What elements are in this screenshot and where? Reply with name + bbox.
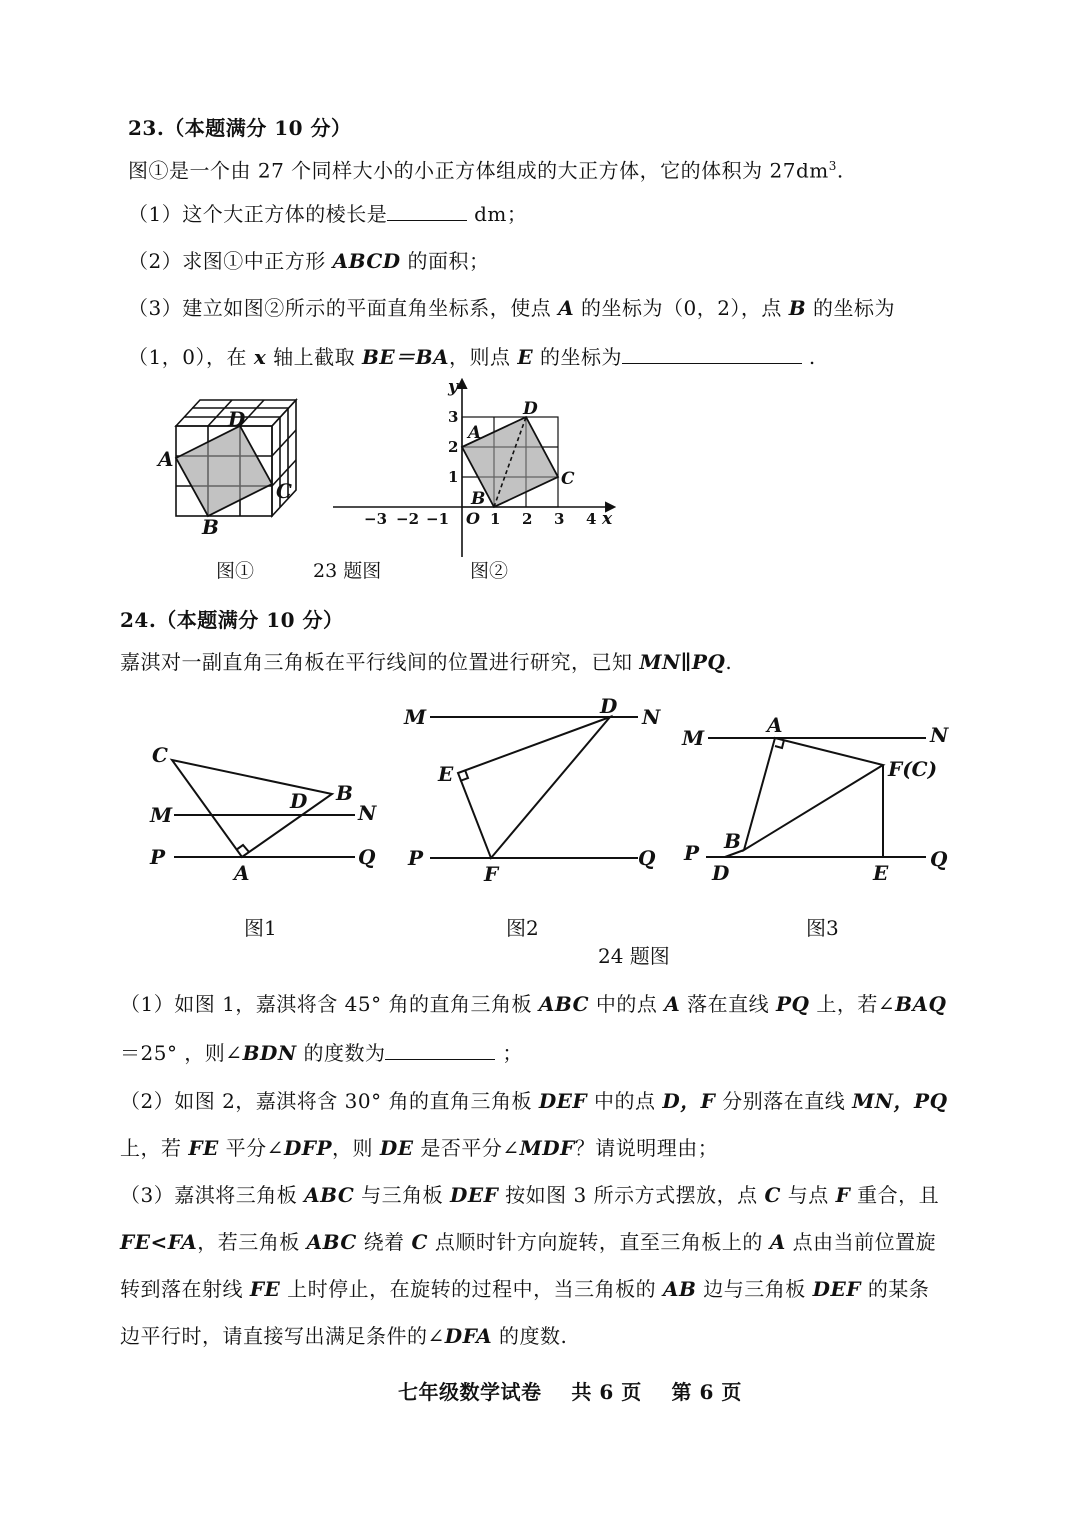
- fig1-caption: 图①: [216, 560, 255, 582]
- q24-p1-BAQ: BAQ: [895, 992, 947, 1016]
- q24-part1-line1: [120, 990, 946, 1018]
- q24-part1-line2: [120, 1039, 523, 1067]
- answer-blank[interactable]: [385, 1039, 495, 1060]
- q24-p3-t9: 点由当前位置旋: [785, 1230, 937, 1254]
- q24-p1-t2: 中的点: [589, 992, 665, 1016]
- q24-p2-FE: FE: [188, 1136, 219, 1160]
- q24-p3-DFA: DFA: [444, 1324, 493, 1348]
- q24-p3-t8: 点顺时针方向旋转，直至三角板上的: [427, 1230, 770, 1254]
- q24-p3-t15: 的度数.: [492, 1324, 568, 1348]
- q24-p3-t2: 与三角板: [354, 1183, 451, 1207]
- tick-x-1: 1: [490, 510, 501, 528]
- q24-p3-t12: 边与三角板: [696, 1277, 813, 1301]
- q23-part3-t4: （1，0），在: [128, 345, 254, 369]
- q24-p1-t1: （1）如图 1，嘉淇将含 45° 角的直角三角板: [120, 992, 539, 1016]
- q24-p3-A: A: [769, 1230, 786, 1254]
- fig2-label-F: F: [484, 862, 499, 886]
- fig1-label-M: M: [150, 803, 173, 827]
- q23-part1-unit: dm；: [467, 202, 528, 226]
- q24-p3-t4: 与点: [780, 1183, 836, 1207]
- fig2-label-D: D: [600, 695, 618, 718]
- q24-part2-line1: [120, 1087, 948, 1115]
- fig3-label-B: B: [724, 829, 741, 853]
- q24-p1-t4: 上，若∠: [809, 992, 896, 1016]
- plane-label-A: A: [468, 423, 482, 443]
- q24-intro-mnpq: MN∥PQ: [639, 650, 726, 674]
- q23-part1-text: （1）这个大正方体的棱长是: [128, 202, 388, 226]
- fig1-label-D: D: [290, 789, 308, 813]
- q24-p3-C2: C: [411, 1230, 428, 1254]
- q23-intro-text: 图①是一个由 27 个同样大小的小正方体组成的大正方体，它的体积为 27dm: [128, 158, 829, 183]
- q24-p1-t3: 落在直线: [680, 992, 777, 1016]
- q24-p3-FE: FE: [249, 1277, 281, 1301]
- fig1-label-P: P: [150, 845, 166, 869]
- coordinate-figure: [328, 372, 628, 562]
- q23-part3-t3: 的坐标为: [806, 296, 896, 320]
- q24-p3-F: F: [835, 1183, 851, 1207]
- q24-intro-text: 嘉淇对一副直角三角板在平行线间的位置进行研究，已知: [120, 650, 640, 674]
- q24-p2-DFP: DFP: [283, 1136, 333, 1160]
- fig2-caption: 图②: [470, 560, 509, 582]
- q24-p2-t6: ，则: [332, 1136, 380, 1160]
- q23-figure-title: 23 题图: [313, 560, 382, 582]
- q23-part3-t6: ，则点: [449, 345, 518, 369]
- plane-label-C: C: [561, 469, 575, 489]
- q24-p3-DEF2: DEF: [812, 1277, 861, 1301]
- cube-label-C: C: [276, 479, 292, 503]
- q24-header: 24.（本题满分 10 分）: [120, 608, 344, 632]
- tick-x-m2: −2: [396, 510, 420, 528]
- q23-part3-B: B: [788, 296, 807, 320]
- q24-p2-MDF: MDF: [519, 1136, 575, 1160]
- q24-p3-t14: 边平行时，请直接写出满足条件的∠: [120, 1324, 445, 1348]
- fig3-label-E: E: [873, 861, 889, 885]
- page-footer: 七年级数学试卷 共 6 页 第 6 页: [398, 1380, 742, 1404]
- q23-part2-abcd: ABCD: [332, 249, 401, 273]
- q24-p2-t7: 是否平分∠: [413, 1136, 520, 1160]
- fig3-label-D: D: [712, 861, 730, 885]
- cube-figure: [150, 390, 320, 540]
- q24-p2-t1: （2）如图 2，嘉淇将含 30° 角的直角三角板: [120, 1089, 539, 1113]
- q24-p3-t10: 转到落在射线: [120, 1277, 250, 1301]
- origin-label: O: [466, 509, 480, 528]
- answer-blank[interactable]: [622, 343, 802, 364]
- figure-2-caption: 图2: [506, 916, 539, 940]
- q24-p2-t3: 分别落在直线: [715, 1089, 853, 1113]
- q24-p3-t6: ，若三角板: [197, 1230, 307, 1254]
- q24-p1-PQ: PQ: [776, 992, 810, 1016]
- q23-part3-A: A: [558, 296, 575, 320]
- figure-1-caption: 图1: [244, 916, 277, 940]
- tick-x-3: 3: [554, 510, 565, 528]
- triangle-figure-1: [140, 730, 390, 890]
- q24-part3-line3: [120, 1275, 929, 1303]
- fig3-label-A: A: [767, 713, 783, 737]
- q24-p2-t5: 平分∠: [218, 1136, 284, 1160]
- tick-y-3: 3: [448, 408, 459, 426]
- tick-x-m1: −1: [426, 510, 450, 528]
- q24-p3-t1: （3）嘉淇将三角板: [120, 1183, 305, 1207]
- q24-p2-MNPQ: MN，PQ: [852, 1089, 948, 1113]
- q23-part3-t7: 的坐标为: [533, 345, 623, 369]
- q24-p1-A: A: [664, 992, 681, 1016]
- q24-p3-t5: 重合，且: [850, 1183, 940, 1207]
- plane-label-D: D: [523, 399, 538, 419]
- q24-p3-t3: 按如图 3 所示方式摆放，点: [498, 1183, 765, 1207]
- fig3-label-M: M: [682, 726, 705, 750]
- q24-p1-t5: ＝25° ，则∠: [120, 1041, 243, 1065]
- plane-label-B: B: [471, 489, 486, 509]
- q24-part3-line1: [120, 1181, 939, 1209]
- q24-p1-ABC: ABC: [538, 992, 590, 1016]
- q24-p3-AB: AB: [663, 1277, 697, 1301]
- fig1-label-B: B: [336, 781, 353, 805]
- tick-y-1: 1: [448, 468, 459, 486]
- q23-part3-E: E: [517, 345, 534, 369]
- q24-p1-t7: ；: [495, 1041, 523, 1065]
- fig2-label-M: M: [404, 705, 427, 729]
- fig2-label-Q: Q: [638, 846, 656, 870]
- q24-p2-t8: ？请说明理由；: [574, 1136, 719, 1160]
- cube-label-D: D: [228, 407, 246, 431]
- q23-part2-text: （2）求图①中正方形: [128, 249, 333, 273]
- q23-intro-end: .: [836, 158, 844, 183]
- q24-intro: [120, 648, 732, 676]
- tick-y-2: 2: [448, 438, 459, 456]
- q23-part3-x: x: [253, 345, 267, 369]
- q24-p3-t11: 上时停止，在旋转的过程中，当三角板的: [280, 1277, 664, 1301]
- triangle-figure-3: [678, 710, 968, 890]
- fig3-label-Q: Q: [930, 847, 948, 871]
- q24-p3-t13: 的某条: [860, 1277, 930, 1301]
- q24-part3-line2: [120, 1228, 936, 1256]
- triangle-figure-2: [398, 695, 668, 895]
- q23-part3-BE: BE＝BA: [361, 345, 450, 369]
- axis-label-y: y: [448, 377, 458, 397]
- q23-part2-end: 的面积；: [400, 249, 490, 273]
- q23-part3-line1: [128, 294, 895, 322]
- fig2-label-N: N: [642, 705, 661, 729]
- q24-p3-FEFA: FE<FA: [120, 1230, 198, 1254]
- fig1-label-Q: Q: [358, 845, 376, 869]
- q23-intro: [128, 152, 844, 185]
- q24-figure-title: 24 题图: [598, 944, 670, 968]
- q24-part2-line2: [120, 1134, 718, 1162]
- fig3-label-P: P: [684, 841, 700, 865]
- fig3-label-FC: F(C): [888, 757, 938, 781]
- fig3-label-N: N: [930, 723, 949, 747]
- q24-p1-t6: 的度数为: [296, 1041, 386, 1065]
- q24-p3-ABC: ABC: [304, 1183, 355, 1207]
- tick-x-2: 2: [522, 510, 533, 528]
- q24-p2-DEF: DEF: [538, 1089, 588, 1113]
- cube-label-A: A: [158, 447, 174, 471]
- cube-label-B: B: [202, 515, 219, 539]
- q23-part2: [128, 247, 490, 275]
- answer-blank[interactable]: [387, 200, 467, 221]
- tick-x-4: 4: [586, 510, 597, 528]
- q24-intro-end: .: [725, 650, 733, 674]
- square-abcd: [176, 426, 272, 516]
- q24-p2-DF: D，F: [662, 1089, 716, 1113]
- q24-p2-DE: DE: [379, 1136, 414, 1160]
- axis-label-x: x: [602, 509, 613, 529]
- q23-intro-sup: 3: [828, 159, 837, 173]
- tick-x-m3: −3: [364, 510, 388, 528]
- q23-part3-t8: .: [802, 345, 816, 369]
- q23-part1: [128, 200, 527, 228]
- q24-part3-line4: [120, 1322, 567, 1350]
- q23-part3-t5: 轴上截取: [266, 345, 362, 369]
- q24-p3-C: C: [764, 1183, 781, 1207]
- figure-3-caption: 图3: [806, 916, 839, 940]
- fig2-label-E: E: [438, 762, 454, 786]
- fig1-label-N: N: [358, 801, 377, 825]
- q24-p3-DEF: DEF: [450, 1183, 499, 1207]
- q23-header: 23.（本题满分 10 分）: [128, 116, 352, 140]
- q24-p1-BDN: BDN: [242, 1041, 297, 1065]
- q24-p2-t4: 上，若: [120, 1136, 189, 1160]
- fig1-label-A: A: [234, 861, 250, 885]
- q23-part3-t2: 的坐标为（0，2），点: [574, 296, 789, 320]
- q24-p2-t2: 中的点: [587, 1089, 663, 1113]
- q24-p3-t7: 绕着: [356, 1230, 412, 1254]
- q23-part3-line2: [128, 343, 816, 371]
- fig2-label-P: P: [408, 846, 424, 870]
- q23-part3-t1: （3）建立如图②所示的平面直角坐标系，使点: [128, 296, 559, 320]
- fig1-label-C: C: [152, 743, 168, 767]
- q24-p3-ABC2: ABC: [306, 1230, 357, 1254]
